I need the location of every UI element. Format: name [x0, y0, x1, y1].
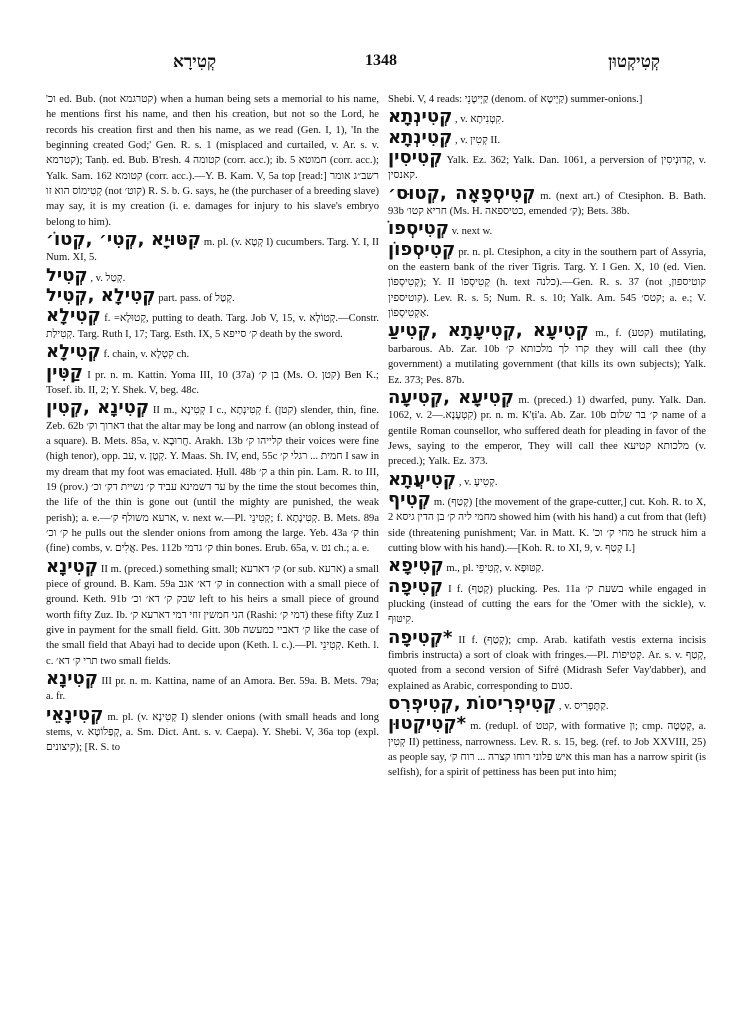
entry-text: f. chain, v. קִטְלָא ch. — [103, 349, 190, 361]
dictionary-entry — [388, 626, 706, 694]
entry-text: f. =קְטוּלָא, putting to death. Targ. Job V, 15, v. קְטוֹלָא.—Constr. קְטִילַת. Targ. Ruth I, 17; Targ. Esth. IX, 5 ק׳ סייפא death by the sword. — [46, 313, 379, 340]
entry-text: , v. קְטִיעָ. — [458, 476, 498, 488]
header-left-word: קְטִירָא — [173, 52, 217, 71]
entry-text: m., f. (קטע) mutilating, barbarous. Ab. Zar. 10b קרו לך מלכותא ק׳ they will call thee (thy government) a mutilating government (that kills its own subjects); Yalk. Ez. 373; Pes. 87b. — [388, 328, 707, 386]
dictionary-entry — [46, 668, 379, 705]
dictionary-entry — [46, 397, 380, 556]
dictionary-entry — [388, 92, 706, 107]
entry-headword: קְטִיסִין — [388, 147, 443, 169]
entry-text: 'וכ ed. Bub. (not קטרגמא) when a human being sets a memorial to his name, he mentions first his name, and then his creation, but not so the Lord, he records his creation first and then his name, as we read (Gen. I, 1), 'In the beginning created God;' Gen. R. s. 1 (misplaced and curtailed, v. Ar. s. v. קטרמא); Tanḥ. ed. Bub. B'resh. 4 קטומה (corr. acc.); ib. 5 חמוטא (corr. acc.); Yalk. Sam. 162 קטומא (corr. acc.).—Y. B. Kam. V, 5a top [read:] רשב״ג אומר קְטִימוֹס הוא זו (not קוט׳) R. S. b. G. says, he (the purchaser of a breeding slave) may say, it is my creation (i. e. damages for injury to his slave's embryo belong to him). — [46, 94, 380, 228]
entry-headword: קְטִינָאֵי — [46, 703, 104, 725]
entry-text: pr. n. pl. Ctesiphon, a city in the southern part of Assyria, on the eastern bank of the river Tigris. Targ. Y. I Gen. X, 10 (ed. Vien. קְטִיסְפוֹן); Y. II קְטִיסְפוֹ (h. text כלנה).—Gen. R. s. 37 (not קוטיספון, קוטיספין). Lev. R. s. 5; Num. R. s. 10; Yalk. Am. 545 קטס׳; a. e.; V. אַקְטִיסְפוֹן. — [388, 246, 706, 320]
entry-text: , v. קִטְנִיתָא. — [455, 114, 504, 126]
dictionary-entry — [388, 468, 706, 490]
entry-headword: קְטִילָא — [46, 305, 101, 327]
entry-headword: קְטִיעָא ,קְטִיעָתָא ,קְטִיעַ — [388, 320, 589, 342]
dictionary-entry — [388, 106, 706, 128]
entry-text: v. next w. — [451, 226, 493, 238]
entry-headword: קְטִיפָה — [388, 575, 443, 597]
entry-text: m. pl. (v. קְטִינָא I) slender onions (with small heads and long stems, v. קְפַלוֹטָא, a. Sm. Dict. Ant. s. v. Caepa). Y. Shebi. V, 36a top (expl. קיצונים); [R. S. to — [46, 711, 380, 754]
page-number: 1348 — [365, 52, 397, 69]
entry-text: m. pl. (v. קְטָא I) cucumbers. Targ. Y. I, II Num. XI, 5. — [46, 237, 380, 264]
entry-headword: קְטִילָא — [46, 341, 101, 363]
entry-text: part. pass. of קְטַל. — [158, 293, 235, 305]
dictionary-entry — [388, 182, 706, 220]
dictionary-entry — [46, 305, 379, 342]
dictionary-entry — [388, 713, 706, 780]
dictionary-entry — [46, 229, 380, 266]
entry-text: m. (קְטַף) [the movement of the grape-cutter,] cut. Koh. R. to X, 2 מחמי ליה ק׳ בן הדין גיסא showed him (with his hand) a cut from that (left) side (threatening punishment; Var. in Matt. K. 'מחי ק׳ וכ he struck him a cutting blow with his hand).—[Koh. R. to XI, 9, v. קְטַף I.] — [388, 496, 706, 554]
entry-headword: קְטִינָא — [46, 668, 99, 690]
dictionary-entry — [388, 147, 706, 184]
entry-headword: קְטִיסְפוֹן — [388, 238, 456, 260]
entry-text: m. (preced.) 1) dwarfed, puny. Yalk. Dan. 1062, v. קִטְעָנָא.—2) pr. n. m. K'ṭi'a. Ab. Zar. 10b ק׳ בר שלום name of a gentile Roman counsellor, who suffered death for pleading in favor of the Jews, saying to the emperor, They will call thee מלכותא קטיעא (v. preced.); Yalk. Ez. 373. — [388, 394, 707, 468]
entry-headword: קְטִיסְפוֹ — [388, 218, 450, 240]
entry-text: , v. קְטַל. — [90, 272, 126, 284]
entry-headword: קְטִיף — [388, 488, 431, 510]
page-header — [95, 52, 690, 80]
entry-text: Yalk. Ez. 362; Yalk. Dan. 1061, a perversion of קְדוּנְיסִין, v. קאנסין. — [388, 155, 706, 182]
dictionary-entry — [388, 575, 707, 628]
dictionary-entry — [46, 285, 379, 307]
dictionary-entry — [388, 693, 706, 715]
dictionary-entry — [46, 92, 379, 230]
entry-text: II m., קְטִינָא I c., קְטִינְתָא f. (קטן) slender, thin, fine. Zeb. 62b דארוך וק׳ that the altar may be long and narrow (an oblong instead of a square). B. Mets. 85a, v. חֲרוּבָא. Arakh. 13b קלייהו ק׳ their voices were fine (high tenor), opp. עב, v. קְטָן. Y. Maas. Sh. IV, end, 55c חמית ... רגלי ק׳ I saw in my dream that my foot was emaciated. Ḥull. 48b ק׳ a thin pin. Lam. R. to III, 19 (prov.) עד דשמינא עביד ק׳ נשיית דק׳ וכ׳ by the time the stout becomes thin, the life of the thin is gone out (until the mighty are punished, the weak perish); a. e.—ארעא משולף ק׳, v. next w.—Pl. קְטִינֵי; f. קְטִינָתָא. B. Mets. 89a ק׳ וכ׳ he pulls out the slender onions from among the large. Yeb. 43a ק׳ thin (fine) combs, v. אֲלִים. Pes. 112b ק׳ גרמי thin bones. Erub. 65a, v. נט ch.; a. e. — [46, 405, 380, 555]
dictionary-entry — [46, 361, 379, 399]
entry-text: I f. (קְטַף) plucking. Pes. 11a בשעת ק׳ while engaged in plucking (instead of cutting the ears for the 'Omer with the sickle), v. קִיטּוּף. — [388, 583, 707, 626]
entry-text: m., pl. קְטִיפֵי, v. קַטּוּפָא. — [446, 563, 544, 575]
dictionary-entry — [388, 218, 706, 240]
entry-text: m. (redupl. of קטט, with formative ון; cmp. קְטָטָה, a. קְטִין II) pettiness, narrowness. Lev. R. s. 15, beg. (ref. to Job XXVIII, 25) as people say, איש פלוני רוחו קצרה ... רוח ק׳ this man has a narrow spirit (is selfish), for a spirit of pettiness has been put into him; — [388, 721, 706, 779]
entry-headword: קְטִינְתָא — [388, 126, 453, 148]
dictionary-entry — [388, 488, 706, 556]
entry-headword: קַטִּין — [46, 361, 83, 383]
dictionary-entry — [388, 386, 707, 470]
left-column — [46, 92, 379, 758]
entry-headword: קְטִינָא — [46, 555, 99, 577]
dictionary-entry — [46, 555, 380, 669]
right-column — [388, 92, 706, 783]
entry-text: II f. (קְטַף); cmp. Arab. katifath vestis externa incisis fimbris instructa) a sort of cloak with fringes.—Pl. קְטִיפוֹת. Ar. s. v. קְטַף, quoted from a second version of Sifré (Midrash Sefer Vay'dabber), and explained as Arabic, corresponding to סגום. — [388, 634, 706, 692]
entry-text: III pr. n. m. Kattina, name of an Amora. Ber. 59a. B. Mets. 79a; a. fr. — [46, 676, 379, 703]
dictionary-entry — [388, 238, 706, 322]
dictionary-entry — [46, 703, 380, 756]
entry-headword: קְטִיעָא ,קְטִיעָה — [388, 386, 514, 408]
dictionary-entry — [388, 555, 706, 577]
entry-headword: קְטִינָא ,קְטִין — [46, 397, 150, 419]
entry-headword: קִטּוּיָא ,קְטִי׳ ,קְטוֹ׳ — [46, 229, 202, 251]
entry-text: I pr. n. m. Kattin. Yoma III, 10 (37a) בן ק׳ (Ms. O. קטן) Ben K.; Tosef. ib. II, 2; Y. Shek. V, beg. 48c. — [46, 369, 379, 396]
dictionary-entry — [46, 264, 379, 286]
entry-text: Shebi. V, 4 reads: קַיְיטָנֵי (denom. of קַיְיטָא) summer-onions.] — [388, 94, 643, 105]
entry-headword: *קְטִיקְטוּן — [388, 713, 467, 735]
entry-text: II m. (preced.) something small; ק׳ דארעא (or sub. ארעא) a small piece of ground. B. Kam. 59a ק׳ דא׳ אגב in connection with a small piece of ground. Keth. 91b שבק ק׳ דא׳ וכ׳ left to his heirs a small piece of ground worth fifty Zuz. Ib. הני חמשין זוזי דמי דארעא ק׳ (Rashi: דמי ק׳) these fifty Zuz I give in payment for the small field. Gitt. 30b ק׳ דאביי כמעשה like the case of the small field that Abayi had to decide upon (Keth. l. c.).—Pl. קְטִינֵי. Keth. l. c. תרי ק׳ דא׳ two small fields. — [46, 563, 380, 667]
entry-text: m. (next art.) of Ctesiphon. B. Bath. 93b חריא קטו׳ (Ms. H. כטיספאה, emended ק׳); Bets. 38b. — [388, 190, 706, 218]
dictionary-entry — [46, 341, 379, 363]
entry-headword: קְטִיל — [46, 264, 88, 286]
dictionary-entry — [388, 320, 707, 387]
entry-headword: קְטִיסְפָאָה ,קְטוּס׳ — [388, 182, 536, 204]
entry-headword: קְטִיעֲתָא — [388, 468, 457, 490]
entry-headword: קְטִילָא ,קְטִיל — [46, 285, 156, 307]
entry-text: , v. קַתֶּפְרִיס. — [558, 701, 609, 713]
entry-headword: קְטִינְתָא — [388, 106, 453, 128]
entry-headword: קְטִיפְרִיסוֹת ,קְטִיפְרִס — [388, 693, 557, 715]
dictionary-entry — [388, 126, 706, 148]
header-right-word: קְטִיקְטוּן — [608, 52, 660, 71]
entry-headword: *קְטִיפָה — [388, 626, 453, 648]
entry-headword: קְטִיפָא — [388, 555, 444, 577]
entry-text: , v. קְטִין II. — [455, 134, 501, 146]
